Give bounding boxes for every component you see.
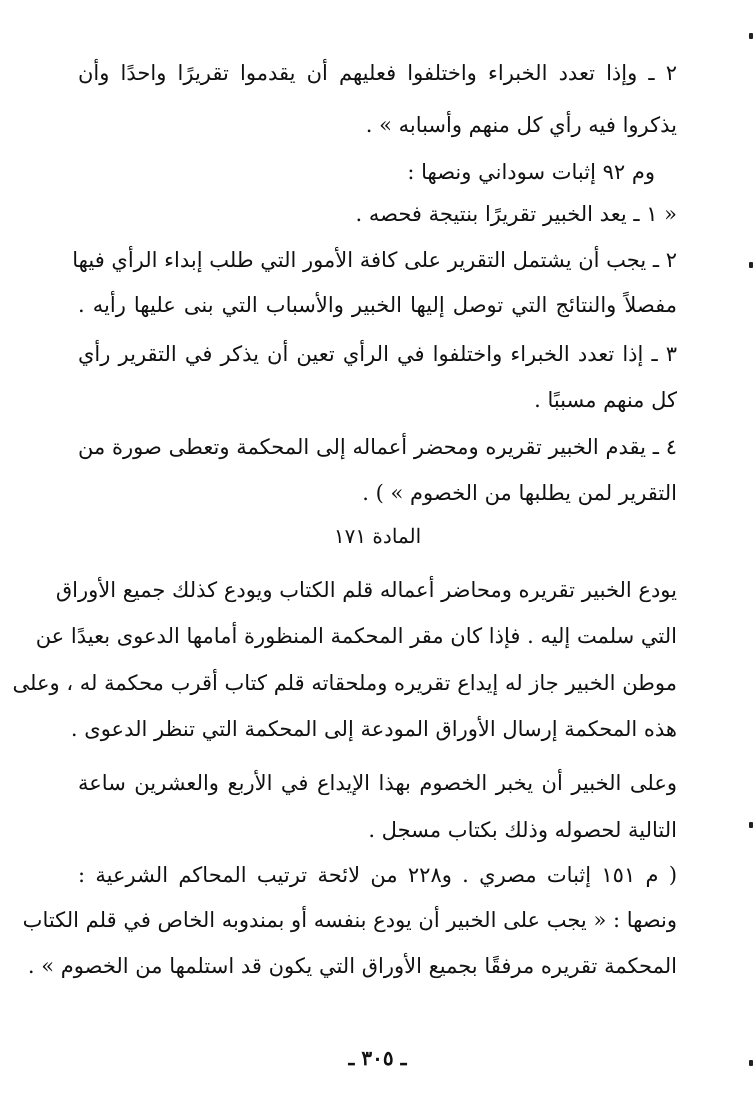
article-heading: المادة ١٧١ [333, 524, 422, 548]
text-line-2: يذكروا فيه رأي كل منهم وأسبابه » . [365, 113, 677, 137]
page-number: ـ ٣٠٥ ـ [348, 1046, 407, 1070]
text-line-20: المحكمة تقريره مرفقًا بجميع الأوراق التي يكون قد استلمها من الخصوم » . [27, 954, 677, 978]
text-line-3: وم ٩٢ إثبات سوداني ونصها : [407, 160, 655, 184]
text-line-15: هذه المحكمة إرسال الأوراق المودعة إلى المحكمة التي تنظر الدعوى . [70, 717, 677, 741]
scan-speck [749, 33, 753, 39]
text-line-19: ونصها : « يجب على الخبير أن يودع بنفسه أو بمندوبه الخاص في قلم الكتاب [22, 908, 677, 932]
text-line-7: ٣ ـ إذا تعدد الخبراء واختلفوا في الرأي تعين أن يذكر في التقرير رأي [78, 342, 677, 366]
scan-speck [749, 1060, 753, 1066]
scan-speck [749, 822, 753, 828]
text-line-16: وعلى الخبير أن يخبر الخصوم بهذا الإيداع في الأربع والعشرين ساعة [78, 771, 677, 795]
text-line-13: التي سلمت إليه . فإذا كان مقر المحكمة المنظورة أمامها الدعوى بعيدًا عن [35, 624, 677, 648]
text-line-4: « ١ ـ يعد الخبير تقريرًا بنتيجة فحصه . [355, 202, 677, 226]
text-line-12: يودع الخبير تقريره ومحاضر أعماله قلم الكتاب ويودع كذلك جميع الأوراق [55, 578, 677, 602]
text-line-17: التالية لحصوله وذلك بكتاب مسجل . [368, 818, 677, 842]
text-line-8: كل منهم مسببًا . [534, 388, 677, 412]
text-line-18: ( م ١٥١ إثبات مصري . و٢٢٨ من لائحة ترتيب المحاكم الشرعية : [78, 863, 678, 887]
text-line-6: مفصلاً والنتائج التي توصل إليها الخبير والأسباب التي بنى عليها رأيه . [78, 293, 677, 317]
text-line-5: ٢ ـ يجب أن يشتمل التقرير على كافة الأمور التي طلب إبداء الرأي فيها [72, 248, 677, 272]
text-line-14: موطن الخبير جاز له إيداع تقريره وملحقاته قلم كتاب أقرب محكمة له ، وعلى [12, 671, 677, 695]
scan-speck [749, 262, 753, 268]
text-line-10: التقرير لمن يطلبها من الخصوم » ) . [362, 481, 677, 505]
text-line-1: ٢ ـ وإذا تعدد الخبراء واختلفوا فعليهم أن يقدموا تقريرًا واحدًا وأن [78, 61, 677, 85]
text-line-9: ٤ ـ يقدم الخبير تقريره ومحضر أعماله إلى المحكمة وتعطى صورة من [78, 435, 677, 459]
